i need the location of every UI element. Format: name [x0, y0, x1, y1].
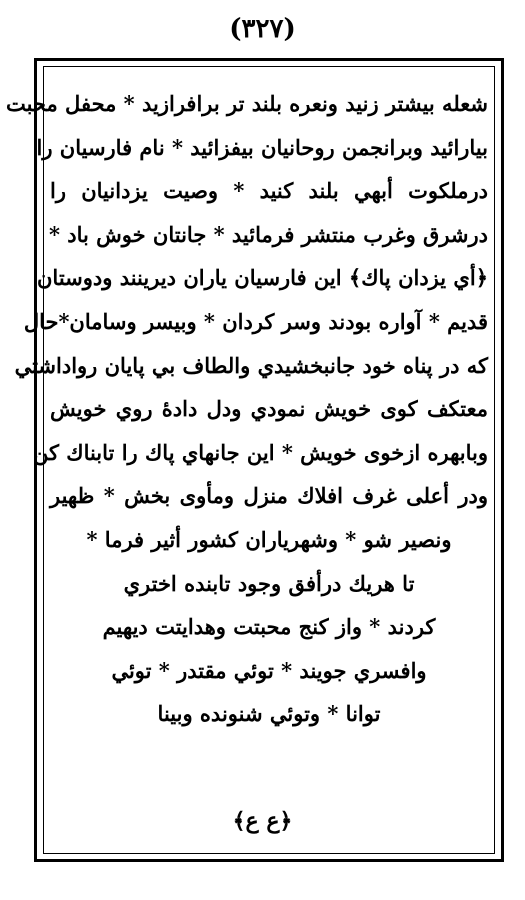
body-text: [5, 82, 488, 736]
text-line-1: شعله بيشتر زنيد ونعره بلند تر برافرازيد * محفل محبت: [5, 91, 488, 116]
text-line-11: ونصير شو * وشهرياران كشور أثير فرما *: [86, 526, 452, 552]
text-line-7: كه در پناه خود جانبخشيدي والطاف بي پايان رواداشتي: [14, 352, 488, 378]
text-line-8: معتكف كوى خويش نمودي ودل دادهٔ روي خويش: [50, 396, 488, 422]
text-line-14: وافسري جويند * توئي مقتدر * توئي: [111, 657, 427, 683]
text-line-12: تا هريك درأفق وجود تابنده اختري: [123, 570, 415, 596]
text-line-13: كردند * واز كنج محبتت وهدايتت ديهيم: [102, 614, 436, 640]
text-line-9: وبابهره ازخوى خويش * اين جانهاي پاك را تابناك كن: [32, 439, 488, 465]
text-line-5: ﴿أي يزدان پاك﴾ اين فارسيان ياران ديرينند ودوستان: [37, 265, 488, 291]
text-line-3: درملكوت أبهي بلند كنيد * وصيت يزدانيان را: [50, 178, 488, 204]
text-line-10: ودر أعلى غرف افلاك منزل ومأوى بخش * ظهير: [50, 483, 488, 509]
signature-colophon: ﴿ع ع﴾: [232, 808, 293, 834]
text-line-2: بيارائيد وبرانجمن روحانيان بيفزائيد * نام فارسيان را: [36, 134, 488, 160]
page-number: (٣٢٧): [229, 14, 296, 44]
text-line-4: درشرق وغرب منتشر فرمائيد * جانتان خوش باد *: [48, 221, 488, 247]
text-line-6: قديم * آواره بودند وسر كردان * وبيسر وسامان*حال: [23, 308, 488, 334]
text-line-15: توانا * وتوئي شنونده وبينا: [157, 701, 381, 727]
